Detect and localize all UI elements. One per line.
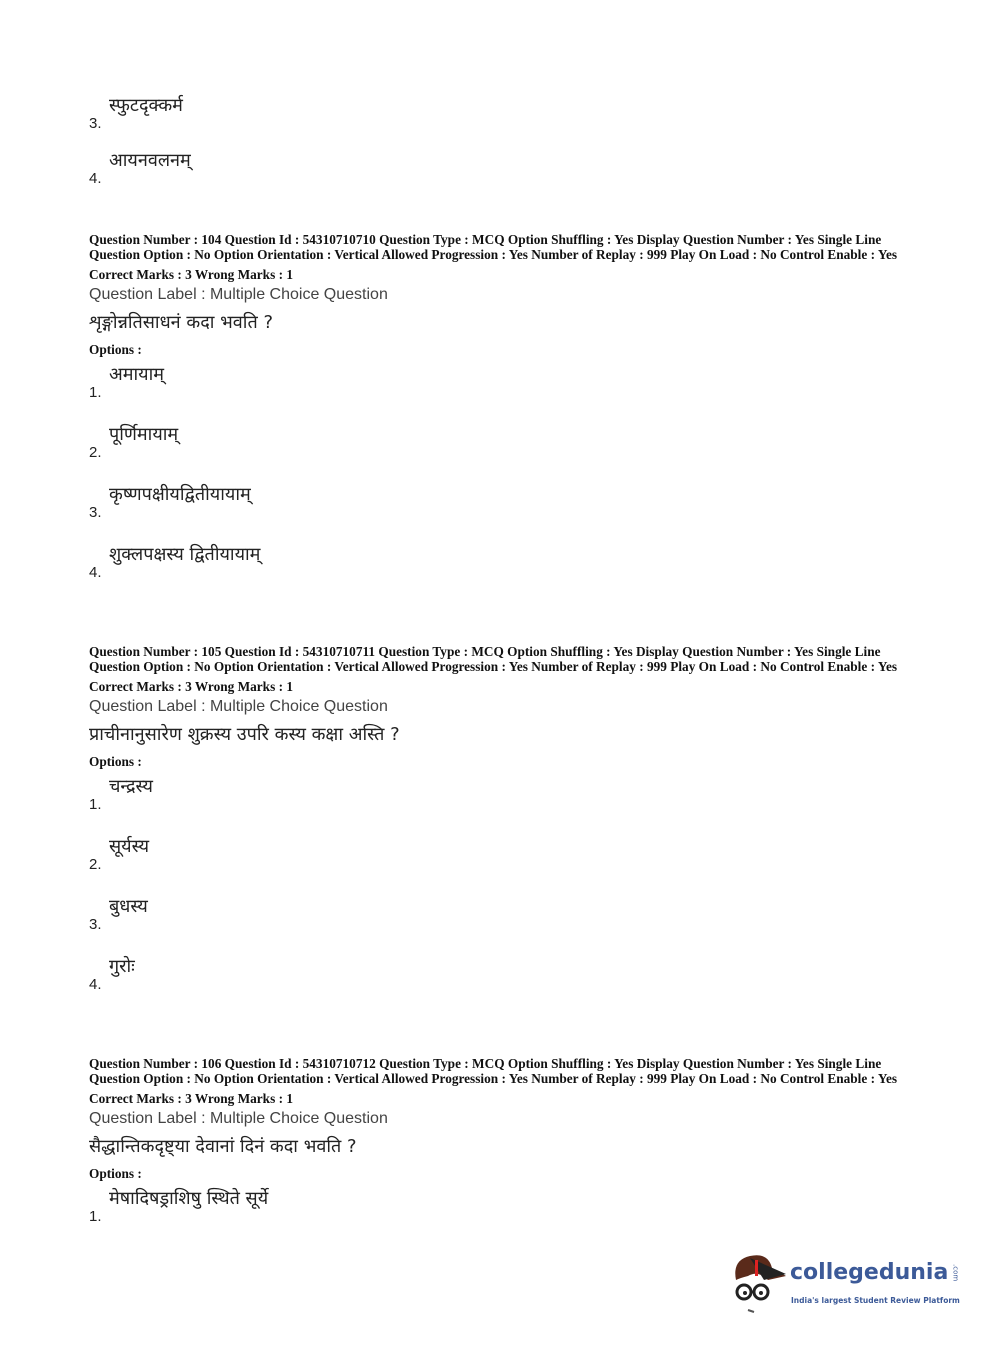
options-label: Options : — [89, 342, 142, 357]
option-number: 2. — [89, 856, 102, 873]
option-number: 1. — [89, 1208, 102, 1225]
option-item — [89, 896, 689, 956]
question-meta: Question Number : 104 Question Id : 54310710710 Question Type : MCQ Option Shuffling : Yes Display Question Number : Yes Single Line Question Option : No Option Orientation : Vertical Allowed Progression : Yes Number of Replay : 999 Play On Load : No Control Enable : Yes — [89, 232, 898, 262]
option-item — [89, 95, 689, 135]
question-marks: Correct Marks : 3 Wrong Marks : 1 — [89, 267, 293, 282]
question-text: प्राचीनानुसारेण शुक्रस्य उपरि कस्य कक्षा अस्ति ? — [89, 724, 400, 745]
option-number: 3. — [89, 115, 102, 132]
question-label: Question Label : Multiple Choice Question — [89, 698, 388, 715]
option-text: गुरोः — [109, 956, 135, 977]
options-label: Options : — [89, 1166, 142, 1181]
option-number: 3. — [89, 504, 102, 521]
option-number: 3. — [89, 916, 102, 933]
option-text: पूर्णिमायाम् — [109, 424, 179, 445]
mascot-icon — [728, 1250, 790, 1320]
collegedunia-logo — [728, 1250, 993, 1320]
option-text: अमायाम् — [109, 364, 165, 385]
option-item — [89, 1188, 689, 1248]
option-item — [89, 150, 689, 190]
option-number: 4. — [89, 564, 102, 581]
option-number: 4. — [89, 170, 102, 187]
option-text: कृष्णपक्षीयद्वितीयायाम् — [109, 484, 251, 505]
option-item — [89, 956, 689, 1016]
option-number: 1. — [89, 796, 102, 813]
option-text: स्फुटदृक्कर्म — [109, 95, 183, 116]
logo-wordmark — [790, 1258, 959, 1288]
option-text: शुक्लपक्षस्य द्वितीयायाम् — [109, 544, 261, 565]
option-text: चन्द्रस्य — [109, 776, 153, 797]
question-block — [89, 645, 929, 1016]
logo-brand: collegedunia — [790, 1260, 949, 1285]
question-meta: Question Number : 105 Question Id : 54310710711 Question Type : MCQ Option Shuffling : Yes Display Question Number : Yes Single Line Question Option : No Option Orientation : Vertical Allowed Progression : Yes Number of Replay : 999 Play On Load : No Control Enable : Yes — [89, 644, 898, 674]
question-text: सैद्धान्तिकदृष्ट्या देवानां दिनं कदा भवति ? — [89, 1136, 357, 1157]
option-text: आयनवलनम् — [109, 150, 191, 171]
option-text: मेषादिषड्राशिषु स्थिते सूर्ये — [109, 1188, 269, 1209]
question-block — [89, 1057, 929, 1248]
option-text: बुधस्य — [109, 896, 148, 917]
question-meta: Question Number : 106 Question Id : 54310710712 Question Type : MCQ Option Shuffling : Yes Display Question Number : Yes Single Line Question Option : No Option Orientation : Vertical Allowed Progression : Yes Number of Replay : 999 Play On Load : No Control Enable : Yes — [89, 1056, 898, 1086]
question-block — [89, 233, 929, 604]
question-marks: Correct Marks : 3 Wrong Marks : 1 — [89, 1091, 293, 1106]
option-number: 4. — [89, 976, 102, 993]
question-text: शृङ्गोन्नतिसाधनं कदा भवति ? — [89, 312, 274, 333]
question-label: Question Label : Multiple Choice Question — [89, 1110, 388, 1127]
logo-domain: .com — [951, 1264, 960, 1282]
option-item — [89, 776, 689, 836]
option-text: सूर्यस्य — [109, 836, 150, 857]
option-item — [89, 544, 689, 604]
option-item — [89, 364, 689, 424]
option-item — [89, 836, 689, 896]
option-item — [89, 424, 689, 484]
option-number: 2. — [89, 444, 102, 461]
option-number: 1. — [89, 384, 102, 401]
question-marks: Correct Marks : 3 Wrong Marks : 1 — [89, 679, 293, 694]
logo-tagline: India's largest Student Review Platform — [791, 1296, 960, 1305]
option-item — [89, 484, 689, 544]
question-label: Question Label : Multiple Choice Question — [89, 286, 388, 303]
options-label: Options : — [89, 754, 142, 769]
